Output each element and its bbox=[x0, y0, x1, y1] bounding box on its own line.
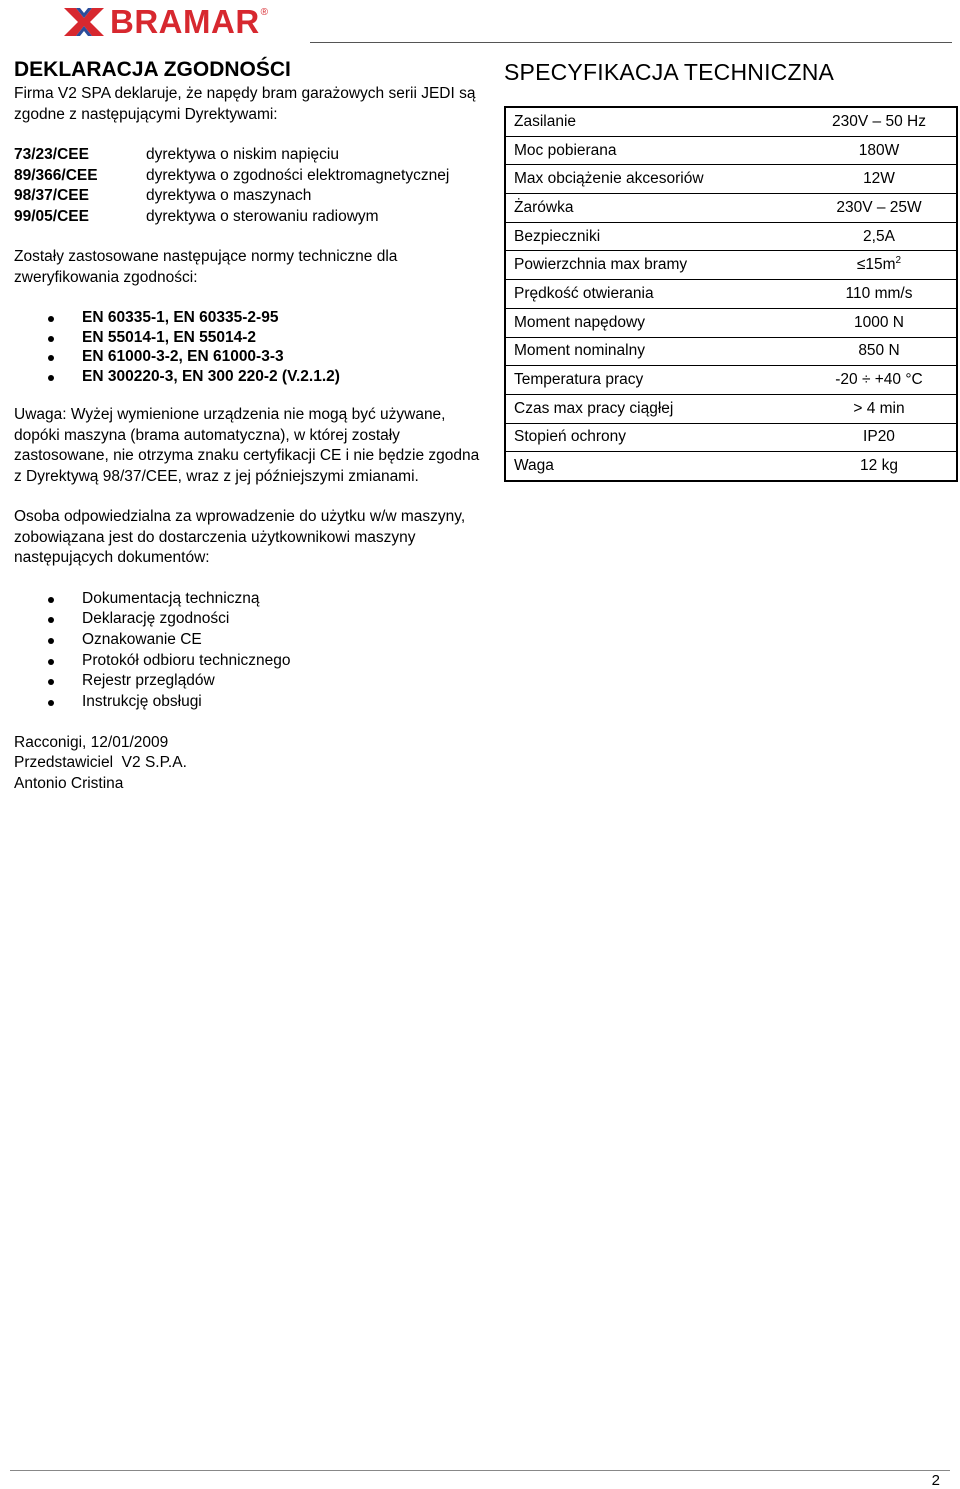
list-item bbox=[14, 630, 484, 651]
norm-text: EN 300220-3, EN 300 220-2 (V.2.1.2) bbox=[82, 367, 340, 385]
responsible-person-text: Osoba odpowiedzialna za wprowadzenie do użytku w/w maszyny, zobowiązana jest do dostarczenia użytkownikowi maszyny następujących dokumentów: bbox=[14, 508, 466, 566]
declaration-intro: Firma V2 SPA deklaruje, że napędy bram garażowych serii JEDI są zgodne z następującymi Dyrektywami: bbox=[14, 85, 476, 123]
document-text: Deklarację zgodności bbox=[82, 610, 230, 628]
table-row bbox=[505, 194, 957, 223]
directive-row bbox=[14, 186, 484, 207]
specification-table bbox=[504, 106, 958, 482]
list-item bbox=[14, 671, 484, 692]
page-number: 2 bbox=[931, 1472, 940, 1489]
list-item bbox=[14, 651, 484, 672]
specification-title: SPECYFIKACJA TECHNICZNA bbox=[504, 59, 835, 85]
footer-divider bbox=[10, 1470, 950, 1471]
bullet-icon bbox=[48, 597, 54, 603]
norms-intro: Zostały zastosowane następujące normy techniczne dla zweryfikowania zgodności: bbox=[14, 248, 398, 286]
table-row bbox=[505, 280, 957, 309]
norms-list bbox=[14, 308, 484, 386]
bullet-icon bbox=[48, 659, 54, 665]
bullet-icon bbox=[48, 336, 54, 342]
spec-value: 180W bbox=[802, 136, 957, 165]
table-row bbox=[505, 366, 957, 395]
table-row bbox=[505, 337, 957, 366]
bullet-icon bbox=[48, 316, 54, 322]
brand-logo bbox=[62, 4, 268, 40]
bullet-icon bbox=[48, 700, 54, 706]
table-row bbox=[505, 423, 957, 452]
table-row bbox=[505, 251, 957, 280]
directive-row bbox=[14, 207, 484, 228]
spec-label: Powierzchnia max bramy bbox=[505, 251, 802, 280]
table-row bbox=[505, 452, 957, 481]
list-item bbox=[14, 328, 484, 348]
bullet-icon bbox=[48, 679, 54, 685]
list-item bbox=[14, 367, 484, 387]
spec-value: IP20 bbox=[802, 423, 957, 452]
directive-code: 99/05/CEE bbox=[14, 207, 89, 225]
representative: Przedstawiciel V2 S.P.A. bbox=[14, 754, 187, 772]
bramar-logo-icon bbox=[62, 6, 106, 38]
directive-desc: dyrektywa o sterowaniu radiowym bbox=[146, 207, 379, 225]
spec-value: 12 kg bbox=[860, 457, 898, 475]
table-row bbox=[505, 165, 957, 194]
bullet-icon bbox=[48, 617, 54, 623]
table-row bbox=[505, 222, 957, 251]
document-text: Dokumentacją techniczną bbox=[82, 589, 260, 607]
spec-label: Waga bbox=[514, 457, 554, 475]
page-header bbox=[0, 0, 960, 46]
directive-desc: dyrektywa o niskim napięciu bbox=[146, 146, 339, 163]
spec-label: Zasilanie bbox=[505, 107, 802, 136]
spec-label: Stopień ochrony bbox=[505, 423, 802, 452]
brand-name: BRAMAR bbox=[110, 3, 260, 40]
bullet-icon bbox=[48, 355, 54, 361]
bullet-icon bbox=[48, 638, 54, 644]
spec-value: 12W bbox=[802, 165, 957, 194]
spec-label: Prędkość otwierania bbox=[505, 280, 802, 309]
registered-mark: ® bbox=[260, 6, 269, 18]
directive-row bbox=[14, 145, 484, 166]
spec-label: Temperatura pracy bbox=[505, 366, 802, 395]
spec-value: 230V – 25W bbox=[802, 194, 957, 223]
spec-value: 850 N bbox=[802, 337, 957, 366]
document-text: Rejestr przeglądów bbox=[82, 672, 215, 690]
table-row bbox=[505, 107, 957, 136]
directive-code: 89/366/CEE bbox=[14, 166, 98, 184]
specification-section bbox=[504, 58, 960, 482]
signatory-name: Antonio Cristina bbox=[14, 774, 124, 792]
bullet-icon bbox=[48, 375, 54, 381]
directives-list bbox=[14, 145, 484, 227]
documents-list bbox=[14, 589, 484, 713]
spec-label: Moment nominalny bbox=[505, 337, 802, 366]
directive-desc: dyrektywa o zgodności elektromagnetycznej bbox=[146, 166, 450, 184]
list-item bbox=[14, 347, 484, 367]
table-row bbox=[505, 308, 957, 337]
spec-label: Bezpieczniki bbox=[505, 222, 802, 251]
directive-row bbox=[14, 166, 484, 187]
document-text: Protokół odbioru technicznego bbox=[82, 651, 291, 669]
norm-text: EN 55014-1, EN 55014-2 bbox=[82, 328, 257, 346]
document-text: Oznakowanie CE bbox=[82, 630, 202, 648]
table-row bbox=[505, 394, 957, 423]
spec-label: Moc pobierana bbox=[505, 136, 802, 165]
signature-block bbox=[14, 733, 484, 795]
spec-value: -20 ÷ +40 °C bbox=[802, 366, 957, 395]
directive-desc: dyrektywa o maszynach bbox=[146, 187, 312, 204]
spec-value-cell bbox=[802, 251, 957, 280]
spec-value: 110 mm/s bbox=[802, 280, 957, 309]
spec-value-exponent: 2 bbox=[895, 255, 902, 267]
spec-label: Moment napędowy bbox=[505, 308, 802, 337]
place-date: Racconigi, 12/01/2009 bbox=[14, 733, 169, 751]
norm-text: EN 61000-3-2, EN 61000-3-3 bbox=[82, 348, 284, 365]
spec-value: 230V – 50 Hz bbox=[802, 107, 957, 136]
table-row bbox=[505, 136, 957, 165]
directive-code: 73/23/CEE bbox=[14, 146, 89, 163]
list-item bbox=[14, 692, 484, 713]
spec-label: Żarówka bbox=[505, 194, 802, 223]
warning-note: Uwaga: Wyżej wymienione urządzenia nie mogą być używane, dopóki maszyna (brama automatyczna), w której zostały zastosowane, nie otrzyma znaku certyfikacji CE i nie będzie zgodna z Dyrektywą 98/37/CEE, wraz z jej późniejszymi zmianami. bbox=[14, 406, 480, 485]
directive-code: 98/37/CEE bbox=[14, 187, 89, 204]
spec-value: > 4 min bbox=[802, 394, 957, 423]
list-item bbox=[14, 589, 484, 610]
spec-label: Czas max pracy ciągłej bbox=[505, 394, 802, 423]
spec-value: 2,5A bbox=[802, 222, 957, 251]
document-text: Instrukcję obsługi bbox=[82, 693, 202, 711]
spec-label: Max obciążenie akcesoriów bbox=[505, 165, 802, 194]
list-item bbox=[14, 308, 484, 328]
header-divider bbox=[310, 42, 952, 43]
declaration-section bbox=[14, 56, 484, 794]
list-item bbox=[14, 609, 484, 630]
spec-value: 1000 N bbox=[802, 308, 957, 337]
spec-value: ≤15m bbox=[856, 256, 896, 274]
declaration-title: DEKLARACJA ZGODNOŚCI bbox=[14, 58, 291, 81]
norm-text: EN 60335-1, EN 60335-2-95 bbox=[82, 309, 279, 326]
